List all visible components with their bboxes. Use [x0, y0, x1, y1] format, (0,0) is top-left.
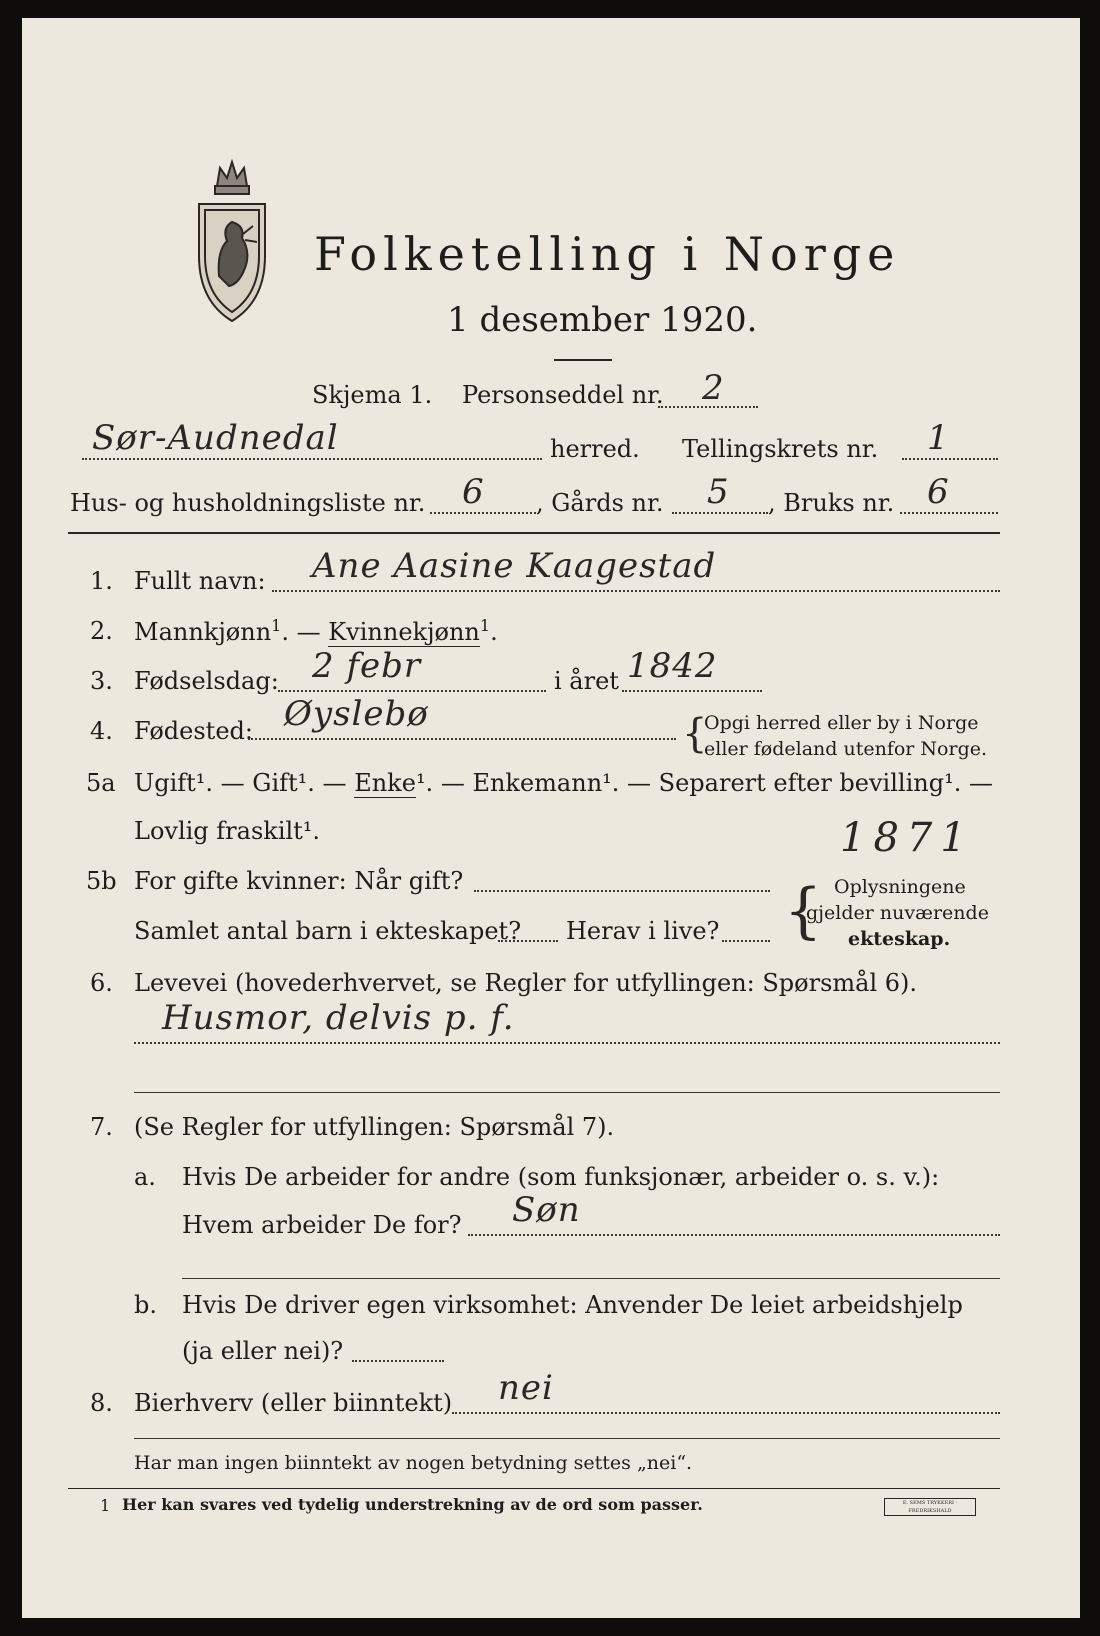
- census-form: [22, 18, 1080, 1618]
- q5b-note-1: Oplysningene: [834, 876, 966, 898]
- q5b-label-2: Samlet antal barn i ekteskapet?: [134, 917, 522, 945]
- tellingskrets-label: Tellingskrets nr.: [682, 435, 879, 463]
- q1-label: Fullt navn:: [134, 567, 266, 595]
- herred-value: Sør-Audnedal: [92, 418, 339, 458]
- footnote-text: Her kan svares ved tydelig understrekning av de ord som passer.: [122, 1495, 703, 1514]
- q4-note-2: eller fødeland utenfor Norge.: [704, 738, 988, 760]
- q2-end: .: [490, 618, 498, 646]
- footnote-mark: 1: [479, 616, 491, 635]
- gards-field[interactable]: [672, 512, 768, 514]
- children-alive-field[interactable]: [722, 940, 770, 942]
- footer-divider: [68, 1488, 1000, 1489]
- occupation-field-1[interactable]: [134, 1042, 1000, 1044]
- q7-number: 7.: [90, 1113, 113, 1141]
- q5a-option-fraskilt[interactable]: Lovlig fraskilt¹.: [134, 817, 321, 845]
- footnote-mark: 1: [271, 616, 282, 635]
- coat-of-arms-icon: [187, 156, 277, 331]
- employer-field-2[interactable]: [182, 1278, 1000, 1279]
- form-title: Folketelling i Norge: [314, 227, 901, 281]
- q5b-label-1: For gifte kvinner: Når gift?: [134, 867, 464, 895]
- gards-value: 5: [707, 472, 730, 512]
- birth-year-value: 1842: [627, 646, 718, 686]
- side-income-value: nei: [498, 1368, 554, 1408]
- occupation-field-2[interactable]: [134, 1092, 1000, 1093]
- children-count-field[interactable]: [498, 940, 558, 942]
- occupation-value: Husmor, delvis p. f.: [162, 998, 515, 1038]
- gards-label: , Gårds nr.: [536, 489, 664, 517]
- q6-label: Levevei (hovederhvervet, se Regler for utfyllingen: Spørsmål 6).: [134, 969, 918, 997]
- q2-separator: . —: [281, 618, 321, 646]
- q5a-options: [134, 768, 993, 798]
- q5a-number: 5a: [86, 769, 116, 797]
- personseddel-label: Personseddel nr.: [462, 381, 664, 409]
- printer-stamp: [884, 1498, 976, 1516]
- birthplace-value: Øyslebø: [284, 694, 429, 734]
- tellingskrets-value: 1: [927, 418, 950, 458]
- q4-number: 4.: [90, 717, 113, 745]
- printer-stamp-text: E. SEMS TRYKKERI · FREDRIKSHALD: [902, 1500, 958, 1514]
- census-date: 1 desember 1920.: [447, 300, 758, 340]
- q5b-brace: {: [784, 876, 823, 946]
- title-divider: [554, 359, 612, 361]
- q6-number: 6.: [90, 969, 113, 997]
- bruks-label: , Bruks nr.: [768, 489, 895, 517]
- birth-year-field[interactable]: [622, 690, 762, 692]
- marriage-date-field[interactable]: [474, 890, 770, 892]
- side-income-field[interactable]: [452, 1412, 1000, 1414]
- q5b-note-2: gjelder nuværende: [806, 902, 989, 924]
- birthday-field[interactable]: [278, 690, 546, 692]
- q7a-line-2: Hvem arbeider De for?: [182, 1211, 462, 1239]
- footnote-mark: 1: [100, 1496, 111, 1515]
- personseddel-value: 2: [702, 368, 725, 408]
- q5b-number: 5b: [86, 867, 117, 895]
- q3-number: 3.: [90, 667, 113, 695]
- skjema-label: Skjema 1.: [312, 381, 433, 409]
- tellingskrets-field[interactable]: [902, 458, 998, 460]
- option-enke[interactable]: Enke: [354, 769, 416, 797]
- herred-label: herred.: [550, 435, 640, 463]
- options-ugift-gift[interactable]: Ugift¹. — Gift¹. —: [134, 769, 347, 797]
- q4-brace: {: [682, 711, 708, 757]
- q5b-label-3: Herav i live?: [566, 917, 720, 945]
- q7a-line-1: Hvis De arbeider for andre (som funksjonær, arbeider o. s. v.):: [182, 1163, 940, 1191]
- herred-field[interactable]: [82, 458, 542, 460]
- hus-label: Hus- og husholdningsliste nr.: [70, 489, 426, 517]
- option-kvinnekjonn[interactable]: Kvinnekjønn: [328, 618, 480, 646]
- q8-number: 8.: [90, 1389, 113, 1417]
- bruks-value: 6: [927, 472, 950, 512]
- q8-label: Bierhverv (eller biinntekt): [134, 1389, 453, 1417]
- birthday-value: 2 febr: [312, 646, 422, 686]
- q7b-letter: b.: [134, 1291, 157, 1319]
- hired-help-field[interactable]: [352, 1360, 444, 1362]
- option-mannkjonn[interactable]: Mannkjønn: [134, 618, 272, 646]
- q8-note: Har man ingen biinntekt av nogen betydning settes „nei“.: [134, 1452, 693, 1474]
- hus-value: 6: [462, 472, 485, 512]
- year-label: i året: [554, 667, 619, 695]
- header-divider: [68, 532, 1000, 534]
- q2-options: [134, 616, 498, 647]
- full-name-field[interactable]: [272, 590, 1000, 592]
- q7-label: (Se Regler for utfyllingen: Spørsmål 7).: [134, 1113, 615, 1141]
- q7a-letter: a.: [134, 1163, 156, 1191]
- q7b-line-2: (ja eller nei)?: [182, 1337, 344, 1365]
- employer-field[interactable]: [468, 1234, 1000, 1236]
- q1-number: 1.: [90, 567, 113, 595]
- marriage-year-value: 1871: [840, 815, 974, 861]
- q4-label: Fødested:: [134, 717, 253, 745]
- q3-label: Fødselsdag:: [134, 667, 279, 695]
- employer-value: Søn: [512, 1190, 581, 1230]
- full-name-value: Ane Aasine Kaagestad: [312, 546, 717, 586]
- q5b-note-3: ekteskap.: [848, 928, 951, 950]
- bruks-field[interactable]: [900, 512, 998, 514]
- side-income-field-2[interactable]: [134, 1438, 1000, 1439]
- hus-field[interactable]: [430, 512, 536, 514]
- q2-number: 2.: [90, 617, 113, 645]
- options-rest[interactable]: ¹. — Enkemann¹. — Separert efter bevilling¹. —: [415, 769, 993, 797]
- birthplace-field[interactable]: [248, 738, 676, 740]
- q4-note-1: Opgi herred eller by i Norge: [704, 712, 979, 734]
- q7b-line-1: Hvis De driver egen virksomhet: Anvender De leiet arbeidshjelp: [182, 1291, 963, 1319]
